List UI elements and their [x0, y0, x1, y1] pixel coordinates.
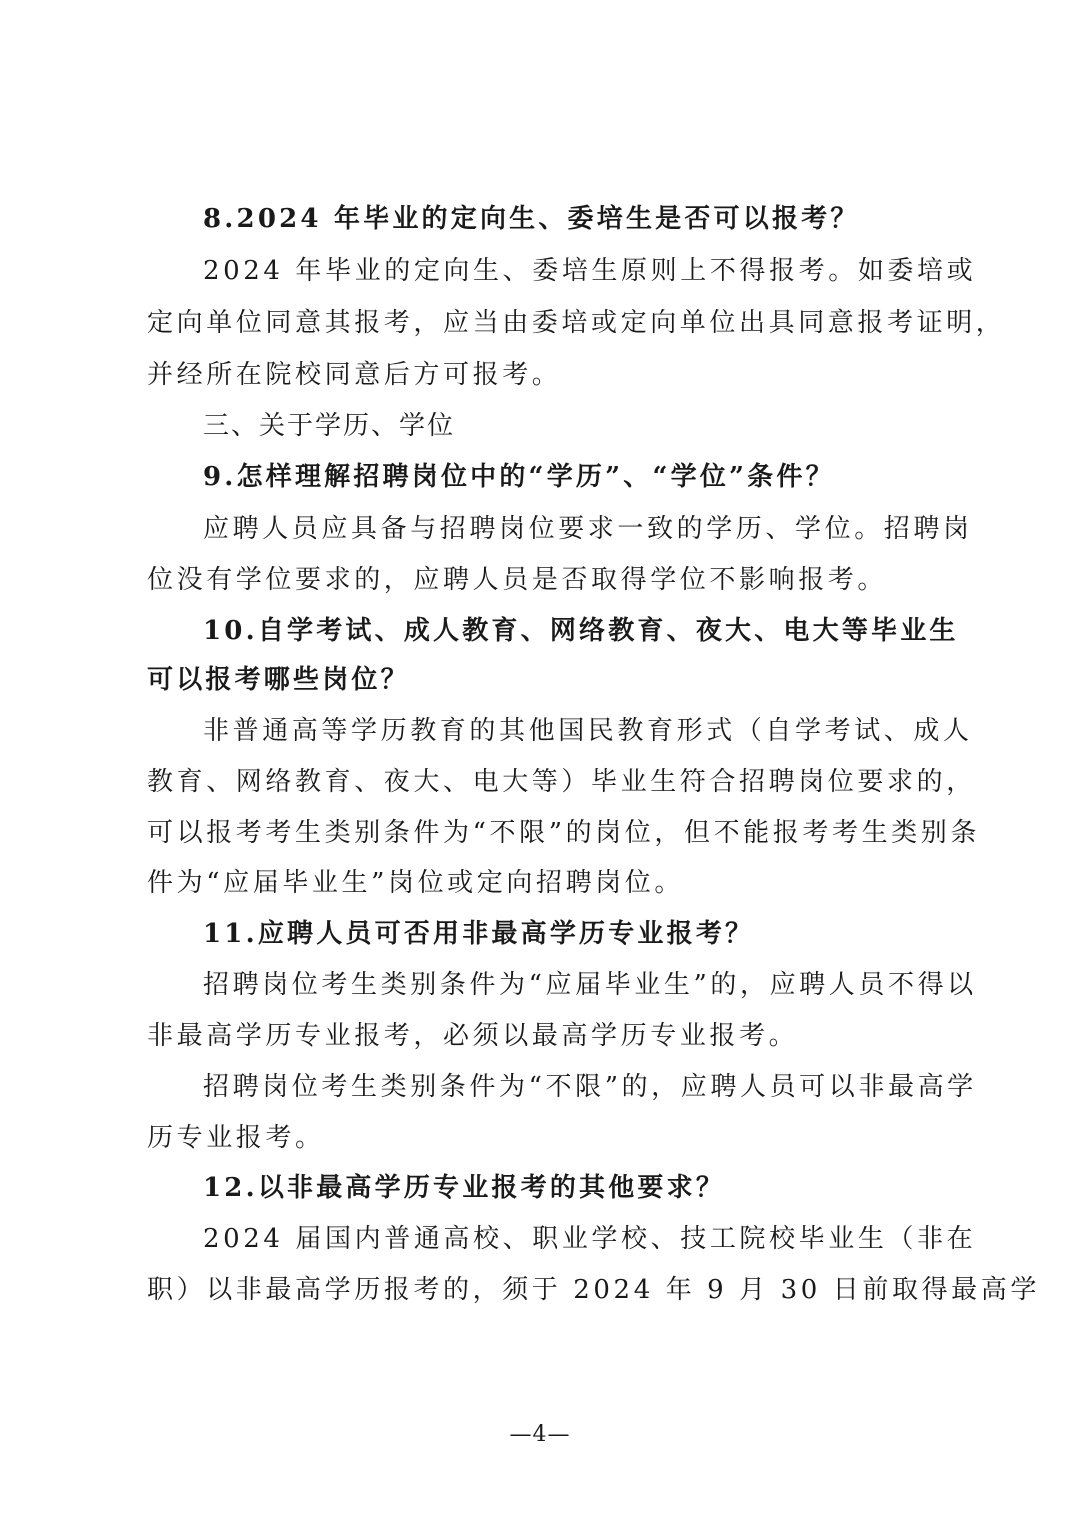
paragraph-line: 招聘岗位考生类别条件为“不限”的，应聘人员可以非最高学 [203, 1072, 977, 1102]
page-number: —4— [509, 1422, 571, 1447]
paragraph-line: 职）以非最高学历报考的，须于 2024 年 9 月 30 日前取得最高学 [147, 1275, 1040, 1305]
paragraph-line: 定向单位同意其报考，应当由委培或定向单位出具同意报考证明， [147, 308, 1006, 338]
paragraph-line: 招聘岗位考生类别条件为“应届毕业生”的，应聘人员不得以 [203, 970, 977, 1000]
paragraph-line: 位没有学位要求的，应聘人员是否取得学位不影响报考。 [147, 565, 888, 595]
question-12-heading: 12.以非最高学历专业报考的其他要求？ [203, 1173, 726, 1203]
question-10-heading: 10.自学考试、成人教育、网络教育、夜大、电大等毕业生 [203, 616, 959, 646]
question-11-heading: 11.应聘人员可否用非最高学历专业报考？ [203, 919, 755, 949]
paragraph-line: 可以报考考生类别条件为“不限”的岗位，但不能报考考生类别条 [147, 818, 980, 848]
paragraph-line: 2024 年毕业的定向生、委培生原则上不得报考。如委培或 [203, 256, 977, 286]
paragraph-line: 件为“应届毕业生”岗位或定向招聘岗位。 [147, 868, 684, 898]
paragraph-line: 非最高学历专业报考，必须以最高学历专业报考。 [147, 1021, 799, 1051]
question-9-heading: 9.怎样理解招聘岗位中的“学历”、“学位”条件？ [203, 462, 835, 492]
paragraph-line: 历专业报考。 [147, 1123, 325, 1153]
paragraph-line: 并经所在院校同意后方可报考。 [147, 360, 562, 390]
paragraph-line: 非普通高等学历教育的其他国民教育形式（自学考试、成人 [203, 716, 973, 746]
paragraph-line: 教育、网络教育、夜大、电大等）毕业生符合招聘岗位要求的， [147, 767, 976, 797]
paragraph-line: 2024 届国内普通高校、职业学校、技工院校毕业生（非在 [203, 1224, 977, 1254]
section-3-heading: 三、关于学历、学位 [203, 411, 456, 441]
question-8-heading: 8.2024 年毕业的定向生、委培生是否可以报考？ [203, 204, 860, 234]
paragraph-line: 应聘人员应具备与招聘岗位要求一致的学历、学位。招聘岗 [203, 514, 973, 544]
question-10-heading-cont: 可以报考哪些岗位？ [147, 665, 410, 695]
